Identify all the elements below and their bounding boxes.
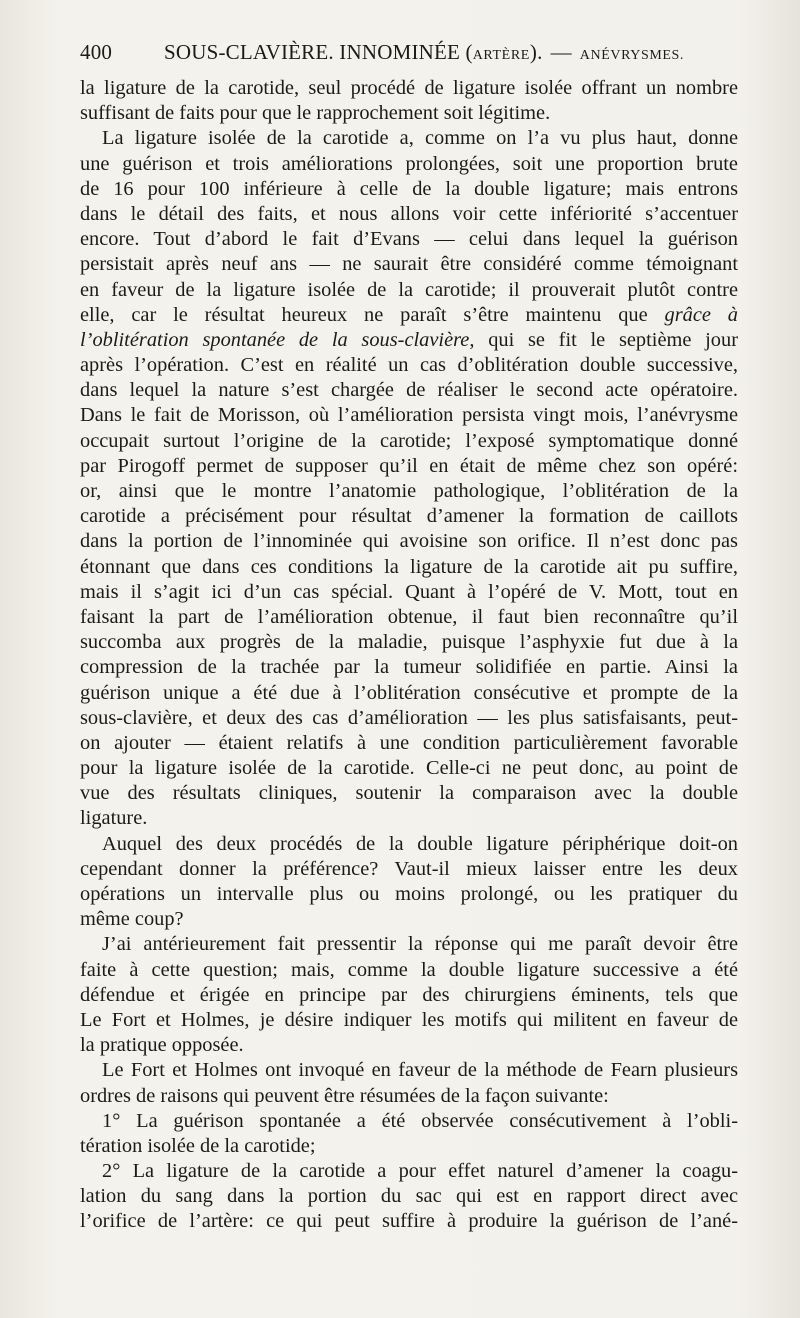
text-run: pour la ligature isolée de la carotide. Celle-ci ne peut donc, au point de: [80, 757, 738, 780]
text-run: une guérison et trois améliorations prolongées, soit une proportion brute: [80, 152, 738, 175]
text-line: [80, 227, 738, 252]
running-title-close: ).: [529, 40, 543, 64]
text-line: [80, 252, 738, 277]
running-title-small: ARTÈRE: [472, 48, 530, 63]
text-line: [80, 580, 738, 605]
text-run: tération isolée de la carotide;: [80, 1134, 316, 1157]
text-run: ordres de raisons qui peuvent être résumées de la façon suivante:: [80, 1084, 609, 1107]
text-run: l’orifice de l’artère: ce qui peut suffire à produire la guérison de l’ané-: [80, 1210, 738, 1233]
text-line: [80, 126, 738, 151]
text-run: persistait après neuf ans — ne saurait être considéré comme témoignant: [80, 253, 738, 276]
text-line: [80, 353, 738, 378]
text-line: [80, 1084, 738, 1109]
text-run: la ligature de la carotide, seul procédé de ligature isolée offrant un nombre: [80, 77, 738, 99]
text-run: même coup?: [80, 908, 184, 931]
text-run: La ligature isolée de la carotide a, comme on l’a vu plus haut, donne: [102, 127, 738, 150]
text-run: encore. Tout d’abord le fait d’Evans — celui dans lequel la guérison: [80, 228, 738, 251]
text-run: par Pirogoff permet de supposer qu’il en était de même chez son opéré:: [80, 454, 738, 477]
text-run: Dans le fait de Morisson, où l’amélioration persista vingt mois, l’anévrysme: [80, 404, 738, 427]
text-run: la pratique opposée.: [80, 1034, 244, 1057]
text-run: or, ainsi que le montre l’anatomie pathologique, l’oblitération de la: [80, 480, 738, 502]
page-number: 400: [80, 40, 113, 64]
text-line: [80, 177, 738, 202]
text-run: dans le détail des faits, et nous allons voir cette infériorité s’accentuer: [80, 202, 738, 225]
text-line: [80, 630, 738, 655]
text-run: opérations un intervalle plus ou moins prolongé, ou les pratiquer du: [80, 883, 738, 905]
text-line: [80, 1033, 738, 1058]
text-line: [80, 655, 738, 680]
text-run: succomba aux progrès de la maladie, puisque l’asphyxie fut due à la: [80, 631, 738, 654]
text-run: suffisant de faits pour que le rapprochement soit légitime.: [80, 102, 551, 125]
text-line: [80, 429, 738, 454]
text-run: faisant la part de l’amélioration obtenue, il faut bien reconnaître qu’il: [80, 605, 738, 628]
text-line: [80, 378, 738, 403]
text-line: [80, 1058, 738, 1083]
text-run: elle, car le résultat heureux ne paraît s’être maintenu que: [80, 303, 665, 326]
text-line: [80, 681, 738, 706]
text-line: [80, 278, 738, 303]
text-line: [80, 706, 738, 731]
text-run: 2° La ligature de la carotide a pour effet naturel d’amener la coagu-: [102, 1160, 738, 1183]
text-line: [80, 781, 738, 806]
text-run: carotide a précisément pour résultat d’amener la formation de caillots: [80, 505, 738, 528]
text-line: [80, 454, 738, 479]
text-line: [80, 1209, 738, 1234]
text-run: sous-clavière, et deux des cas d’amélioration — les plus satisfaisants, peut-: [80, 706, 738, 729]
text-line: [80, 555, 738, 580]
italic-run: l’oblitération spontanée de la sous-clavière,: [80, 328, 475, 351]
text-line: [80, 832, 738, 857]
text-line: [80, 1134, 738, 1159]
text-line: [80, 731, 738, 756]
text-run: on ajouter — étaient relatifs à une condition particulièrement favorable: [80, 731, 738, 754]
text-line: [80, 1109, 738, 1134]
text-line: [80, 303, 738, 328]
text-line: [80, 932, 738, 957]
text-run: dans la portion de l’innominée qui avoisine son orifice. Il n’est donc pas: [80, 530, 738, 553]
text-line: [80, 756, 738, 781]
text-run: après l’opération. C’est en réalité un cas d’oblitération double successive,: [80, 354, 738, 377]
text-line: [80, 328, 738, 353]
text-line: [80, 882, 738, 907]
text-run: Le Fort et Holmes ont invoqué en faveur de la méthode de Fearn plusieurs: [102, 1059, 738, 1082]
text-line: [80, 202, 738, 227]
text-run: défendue et érigée en principe par des chirurgiens éminents, tels que: [80, 983, 738, 1006]
text-line: [80, 806, 738, 831]
text-run: Le Fort et Holmes, je désire indiquer les motifs qui militent en faveur de: [80, 1008, 738, 1031]
text-line: [80, 403, 738, 428]
text-run: Auquel des deux procédés de la double ligature périphérique doit-on: [102, 832, 738, 855]
text-line: [80, 1184, 738, 1209]
text-line: [80, 605, 738, 630]
body-text: [80, 76, 738, 1235]
text-line: [80, 958, 738, 983]
text-run: lation du sang dans la portion du sac qui est en rapport direct avec: [80, 1185, 738, 1208]
text-run: occupait surtout l’origine de la carotide; l’exposé symptomatique donné: [80, 429, 738, 452]
text-run: compression de la trachée par la tumeur solidifiée en partie. Ainsi la: [80, 656, 738, 679]
text-run: J’ai antérieurement fait pressentir la réponse qui me paraît devoir être: [102, 933, 738, 956]
header-dash: —: [550, 40, 572, 64]
text-run: mais il s’agit ici d’un cas spécial. Quant à l’opéré de V. Mott, tout en: [80, 580, 738, 603]
text-run: dans lequel la nature s’est chargée de réaliser le second acte opératoire.: [80, 379, 738, 402]
text-line: [80, 857, 738, 882]
text-run: étonnant que dans ces conditions la ligature de la carotide ait pu suffire,: [80, 555, 738, 578]
text-run: en faveur de la ligature isolée de la carotide; il prouverait plutôt contre: [80, 278, 738, 301]
text-line: [80, 101, 738, 126]
text-line: [80, 76, 738, 101]
running-header: [80, 40, 740, 70]
running-title: [164, 40, 684, 64]
text-line: [80, 479, 738, 504]
text-run: qui se fit le septième jour: [474, 328, 738, 351]
text-run: de 16 pour 100 inférieure à celle de la double ligature; mais entrons: [80, 177, 738, 200]
text-line: [80, 983, 738, 1008]
text-line: [80, 1159, 738, 1184]
text-line: [80, 152, 738, 177]
text-run: ligature.: [80, 807, 148, 830]
text-run: 1° La guérison spontanée a été observée consécutivement à l’obli-: [102, 1109, 738, 1132]
text-line: [80, 504, 738, 529]
italic-run: grâce à: [664, 303, 738, 326]
text-run: faite à cette question; mais, comme la double ligature successive a été: [80, 958, 738, 981]
text-run: vue des résultats cliniques, soutenir la comparaison avec la double: [80, 782, 738, 805]
text-line: [80, 529, 738, 554]
text-run: cependant donner la préférence? Vaut-il mieux laisser entre les deux: [80, 857, 738, 880]
text-line: [80, 1008, 738, 1033]
running-section: ANÉVRYSMES.: [579, 48, 685, 63]
text-line: [80, 907, 738, 932]
text-run: guérison unique a été due à l’oblitération consécutive et prompte de la: [80, 681, 738, 704]
running-title-main: SOUS-CLAVIÈRE. INNOMINÉE (: [164, 40, 473, 64]
